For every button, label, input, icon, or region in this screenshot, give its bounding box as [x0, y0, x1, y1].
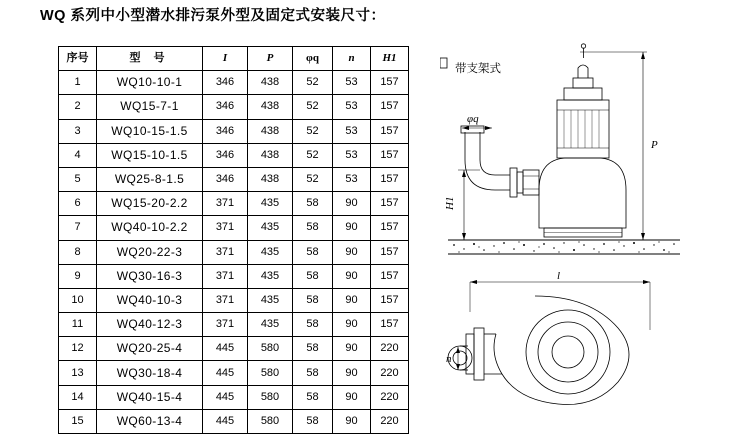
value-cell: 371 — [203, 216, 248, 240]
row-index-cell: 5 — [59, 167, 97, 191]
model-cell: WQ10-15-1.5 — [97, 119, 203, 143]
value-cell: 58 — [293, 264, 333, 288]
value-cell: 52 — [293, 143, 333, 167]
value-cell: 157 — [371, 143, 409, 167]
value-cell: 53 — [333, 143, 371, 167]
table-header-cell: 序号 — [59, 47, 97, 71]
value-cell: 52 — [293, 95, 333, 119]
value-cell: 580 — [248, 337, 293, 361]
table-row — [59, 216, 409, 240]
drawing-caption-bracket: 带支架式 — [455, 63, 501, 75]
value-cell: 58 — [293, 409, 333, 433]
value-cell: 90 — [333, 409, 371, 433]
value-cell: 90 — [333, 216, 371, 240]
value-cell: 90 — [333, 385, 371, 409]
row-index-cell: 6 — [59, 192, 97, 216]
table-header-cell: 型 号 — [97, 47, 203, 71]
value-cell: 58 — [293, 313, 333, 337]
row-index-cell: 13 — [59, 361, 97, 385]
table-header-cell: H1 — [371, 47, 409, 71]
model-cell: WQ25-8-1.5 — [97, 167, 203, 191]
model-cell: WQ20-25-4 — [97, 337, 203, 361]
value-cell: 157 — [371, 288, 409, 312]
value-cell: 220 — [371, 337, 409, 361]
table-header-cell: n — [333, 47, 371, 71]
value-cell: 371 — [203, 288, 248, 312]
value-cell: 58 — [293, 385, 333, 409]
value-cell: 371 — [203, 313, 248, 337]
table-header-row — [59, 47, 409, 71]
value-cell: 346 — [203, 167, 248, 191]
value-cell: 580 — [248, 409, 293, 433]
table-row — [59, 409, 409, 433]
value-cell: 58 — [293, 240, 333, 264]
model-cell: WQ15-10-1.5 — [97, 143, 203, 167]
label-l: l — [557, 272, 561, 282]
value-cell: 220 — [371, 385, 409, 409]
value-cell: 58 — [293, 192, 333, 216]
row-index-cell: 8 — [59, 240, 97, 264]
value-cell: 435 — [248, 192, 293, 216]
value-cell: 580 — [248, 361, 293, 385]
value-cell: 90 — [333, 337, 371, 361]
value-cell: 371 — [203, 192, 248, 216]
table-row — [59, 95, 409, 119]
value-cell: 438 — [248, 71, 293, 95]
value-cell: 157 — [371, 192, 409, 216]
value-cell: 438 — [248, 95, 293, 119]
row-index-cell: 7 — [59, 216, 97, 240]
value-cell: 346 — [203, 95, 248, 119]
table-row — [59, 361, 409, 385]
table-row — [59, 264, 409, 288]
value-cell: 90 — [333, 313, 371, 337]
value-cell: 157 — [371, 71, 409, 95]
value-cell: 90 — [333, 192, 371, 216]
page-title: WQ 系列中小型潜水排污泵外型及固定式安装尺寸： — [40, 8, 386, 24]
row-index-cell: 9 — [59, 264, 97, 288]
row-index-cell: 10 — [59, 288, 97, 312]
table-row — [59, 143, 409, 167]
label-h1: H1 — [444, 196, 456, 210]
value-cell: 58 — [293, 288, 333, 312]
value-cell: 220 — [371, 409, 409, 433]
value-cell: 435 — [248, 216, 293, 240]
value-cell: 53 — [333, 167, 371, 191]
table-header-cell: P — [248, 47, 293, 71]
value-cell: 157 — [371, 216, 409, 240]
row-index-cell: 15 — [59, 409, 97, 433]
model-cell: WQ30-16-3 — [97, 264, 203, 288]
table-row — [59, 167, 409, 191]
model-cell: WQ15-20-2.2 — [97, 192, 203, 216]
value-cell: 435 — [248, 313, 293, 337]
spec-table-container — [58, 46, 408, 434]
value-cell: 157 — [371, 313, 409, 337]
value-cell: 220 — [371, 361, 409, 385]
value-cell: 53 — [333, 95, 371, 119]
value-cell: 58 — [293, 216, 333, 240]
value-cell: 438 — [248, 143, 293, 167]
pump-assembly-drawing — [440, 40, 740, 255]
value-cell: 53 — [333, 119, 371, 143]
table-row — [59, 119, 409, 143]
value-cell: 445 — [203, 409, 248, 433]
value-cell: 445 — [203, 385, 248, 409]
value-cell: 52 — [293, 119, 333, 143]
row-index-cell: 2 — [59, 95, 97, 119]
value-cell: 371 — [203, 240, 248, 264]
value-cell: 580 — [248, 385, 293, 409]
value-cell: 52 — [293, 71, 333, 95]
model-cell: WQ60-13-4 — [97, 409, 203, 433]
table-row — [59, 288, 409, 312]
value-cell: 157 — [371, 167, 409, 191]
model-cell: WQ10-10-1 — [97, 71, 203, 95]
model-cell: WQ40-10-3 — [97, 288, 203, 312]
value-cell: 52 — [293, 167, 333, 191]
value-cell: 435 — [248, 240, 293, 264]
value-cell: 435 — [248, 288, 293, 312]
value-cell: 445 — [203, 337, 248, 361]
row-index-cell: 12 — [59, 337, 97, 361]
model-cell: WQ40-10-2.2 — [97, 216, 203, 240]
table-row — [59, 313, 409, 337]
row-index-cell: 4 — [59, 143, 97, 167]
table-row — [59, 337, 409, 361]
value-cell: 371 — [203, 264, 248, 288]
value-cell: 445 — [203, 361, 248, 385]
label-phi-q: φq — [467, 113, 479, 125]
row-index-cell: 1 — [59, 71, 97, 95]
model-cell: WQ40-12-3 — [97, 313, 203, 337]
value-cell: 157 — [371, 119, 409, 143]
value-cell: 346 — [203, 143, 248, 167]
value-cell: 58 — [293, 337, 333, 361]
value-cell: 438 — [248, 167, 293, 191]
model-cell: WQ30-18-4 — [97, 361, 203, 385]
value-cell: 346 — [203, 119, 248, 143]
value-cell: 53 — [333, 71, 371, 95]
table-body — [59, 71, 409, 434]
value-cell: 157 — [371, 240, 409, 264]
value-cell: 90 — [333, 240, 371, 264]
value-cell: 346 — [203, 71, 248, 95]
value-cell: 90 — [333, 264, 371, 288]
table-row — [59, 71, 409, 95]
value-cell: 438 — [248, 119, 293, 143]
value-cell: 435 — [248, 264, 293, 288]
row-index-cell: 11 — [59, 313, 97, 337]
pump-plan-view-drawing — [440, 272, 740, 417]
value-cell: 90 — [333, 361, 371, 385]
value-cell: 90 — [333, 288, 371, 312]
model-cell: WQ20-22-3 — [97, 240, 203, 264]
value-cell: 157 — [371, 95, 409, 119]
value-cell: 157 — [371, 264, 409, 288]
model-cell: WQ40-15-4 — [97, 385, 203, 409]
spec-table — [58, 46, 409, 434]
table-row — [59, 385, 409, 409]
table-row — [59, 240, 409, 264]
table-header-cell: φq — [293, 47, 333, 71]
row-index-cell: 3 — [59, 119, 97, 143]
model-cell: WQ15-7-1 — [97, 95, 203, 119]
table-row — [59, 192, 409, 216]
value-cell: 58 — [293, 361, 333, 385]
label-p: P — [651, 139, 658, 151]
label-n: n — [446, 353, 452, 365]
row-index-cell: 14 — [59, 385, 97, 409]
table-header-cell: I — [203, 47, 248, 71]
